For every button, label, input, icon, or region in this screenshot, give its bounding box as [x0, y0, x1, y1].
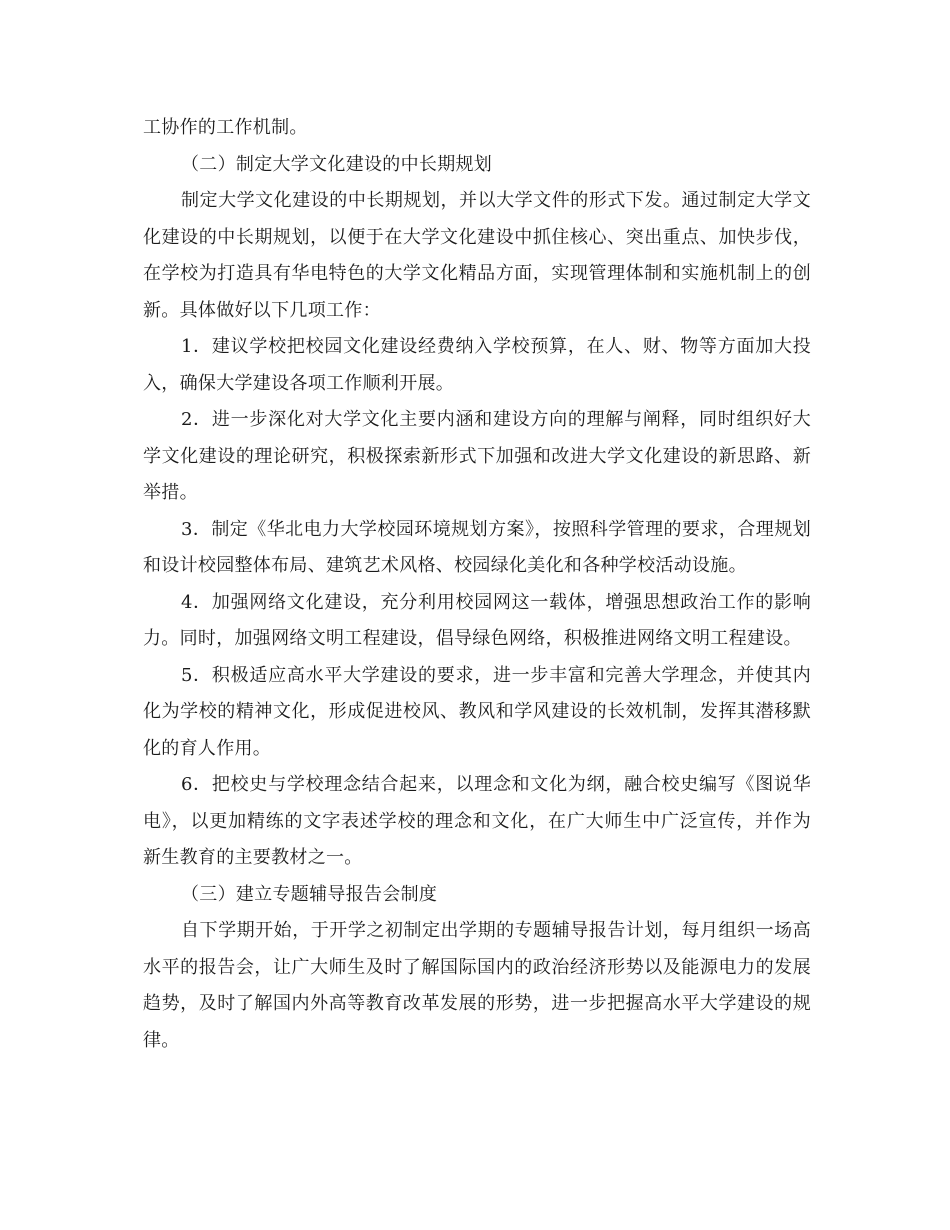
section-heading-2: （二）制定大学文化建设的中长期规划	[181, 153, 493, 175]
paragraph-report-plan: 自下学期开始，于开学之初制定出学期的专题辅导报告计划，每月组织一场高水平的报告会，让广大师生及时了解国际国内的政治经济形势以及能源电力的发展趋势，及时了解国内外高等教育改革发展的形势，进一步把握高水平大学建设的规律。	[143, 920, 811, 1051]
list-item-4: 4．加强网络文化建设，充分利用校园网这一载体，增强思想政治工作的影响力。同时，加强网络文明工程建设，倡导绿色网络，积极推进网络文明工程建设。	[143, 591, 811, 649]
list-item-2: 2．进一步深化对大学文化主要内涵和建设方向的理解与阐释，同时组织好大学文化建设的理论研究，积极探索新形式下加强和改进大学文化建设的新思路、新举措。	[143, 409, 811, 503]
paragraph-continuation: 工协作的工作机制。	[143, 117, 308, 138]
list-item-6: 6．把校史与学校理念结合起来，以理念和文化为纲，融合校史编写《图说华电》，以更加精练的文字表述学校的理念和文化，在广大师生中广泛宣传，并作为新生教育的主要教材之一。	[143, 774, 811, 868]
list-item-5: 5．积极适应高水平大学建设的要求，进一步丰富和完善大学理念，并使其内化为学校的精神文化，形成促进校风、教风和学风建设的长效机制，发挥其潜移默化的育人作用。	[143, 664, 811, 759]
section-heading-3: （三）建立专题辅导报告会制度	[181, 883, 438, 905]
list-item-3: 3．制定《华北电力大学校园环境规划方案》，按照科学管理的要求，合理规划和设计校园整体布局、建筑艺术风格、校园绿化美化和各种学校活动设施。	[143, 518, 811, 576]
document-body	[143, 110, 811, 1059]
list-item-1: 1．建议学校把校园文化建设经费纳入学校预算，在人、财、物等方面加大投入，确保大学建设各项工作顺利开展。	[143, 336, 811, 394]
paragraph-intro: 制定大学文化建设的中长期规划，并以大学文件的形式下发。通过制定大学文化建设的中长期规划，以便于在大学文化建设中抓住核心、突出重点、加快步伐，在学校为打造具有华电特色的大学文化精品方面，实现管理体制和实施机制上的创新。具体做好以下几项工作：	[143, 190, 811, 321]
